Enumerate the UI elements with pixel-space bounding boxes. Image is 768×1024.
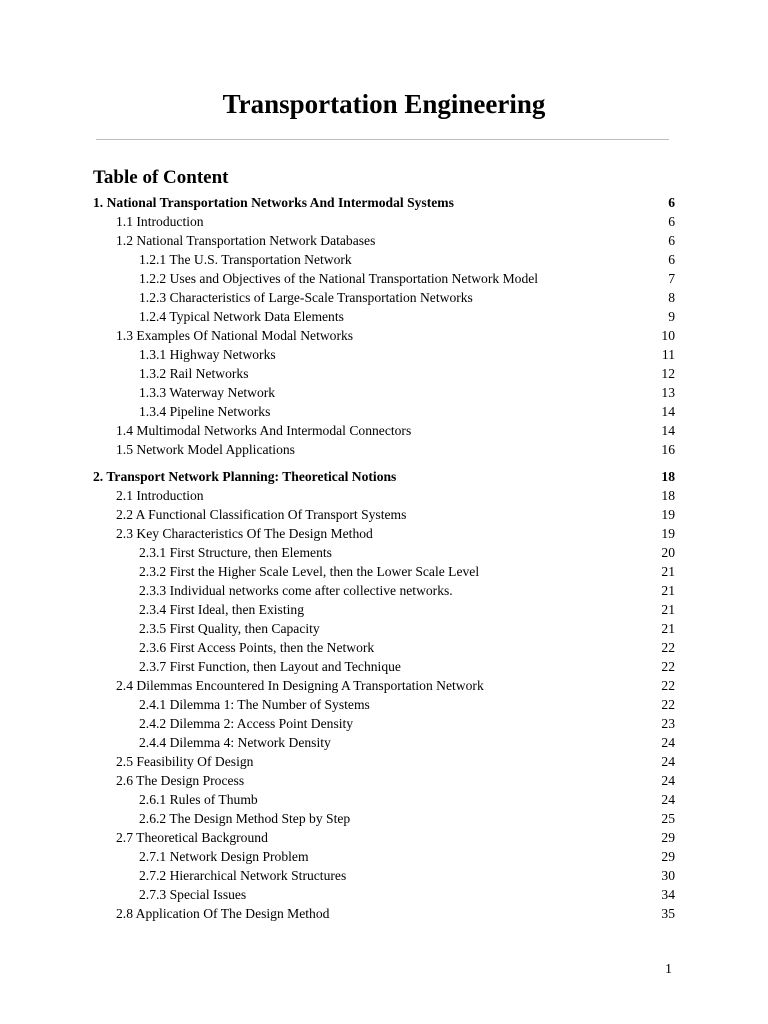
toc-entry-page: 29 <box>661 830 675 845</box>
toc-entry[interactable] <box>93 714 675 733</box>
toc-entry-label: 2. Transport Network Planning: Theoretical Notions <box>93 469 397 484</box>
toc-entry-label: 2.7.1 Network Design Problem <box>139 849 309 864</box>
toc-entry-page: 20 <box>661 545 675 560</box>
toc-entry-label: 2.7.3 Special Issues <box>139 887 247 902</box>
toc-entry[interactable] <box>93 421 675 440</box>
toc-entry[interactable] <box>93 619 675 638</box>
toc-entry-page: 12 <box>661 366 675 381</box>
toc-entry[interactable] <box>93 250 675 269</box>
toc-entry-label: 1.5 Network Model Applications <box>116 442 295 457</box>
toc-entry-page: 22 <box>661 640 675 655</box>
toc-entry-page: 22 <box>661 678 675 693</box>
toc-entry[interactable] <box>93 486 675 505</box>
toc-entry-label: 2.5 Feasibility Of Design <box>116 754 254 769</box>
toc-entry-page: 19 <box>661 526 675 541</box>
toc-entry-page: 9 <box>668 309 675 324</box>
toc-entry[interactable] <box>93 657 675 676</box>
toc-entry-label: 2.6.2 The Design Method Step by Step <box>139 811 351 826</box>
toc-entry[interactable] <box>93 467 675 486</box>
toc-entry-label: 2.4 Dilemmas Encountered In Designing A Transportation Network <box>116 678 484 693</box>
toc-entry-label: 1.2.3 Characteristics of Large-Scale Transportation Networks <box>139 290 473 305</box>
toc-entry-label: 2.3.6 First Access Points, then the Network <box>139 640 375 655</box>
toc-entry-label: 2.3.4 First Ideal, then Existing <box>139 602 304 617</box>
toc-entry-page: 16 <box>661 442 675 457</box>
table-of-contents <box>93 193 675 923</box>
toc-entry[interactable] <box>93 307 675 326</box>
toc-entry-label: 1.3 Examples Of National Modal Networks <box>116 328 354 343</box>
toc-entry-page: 24 <box>661 773 675 788</box>
toc-entry-page: 10 <box>661 328 675 343</box>
toc-entry[interactable] <box>93 402 675 421</box>
toc-entry-page: 19 <box>661 507 675 522</box>
toc-entry[interactable] <box>93 383 675 402</box>
toc-entry[interactable] <box>93 733 675 752</box>
toc-entry-page: 24 <box>661 754 675 769</box>
toc-entry-label: 2.4.2 Dilemma 2: Access Point Density <box>139 716 354 731</box>
toc-entry-label: 2.3.2 First the Higher Scale Level, then the Lower Scale Level <box>139 564 480 579</box>
toc-entry-label: 1.2.2 Uses and Objectives of the National Transportation Network Model <box>139 271 539 286</box>
toc-entry-page: 23 <box>661 716 675 731</box>
toc-entry-label: 2.3 Key Characteristics Of The Design Method <box>116 526 373 541</box>
toc-entry[interactable] <box>93 288 675 307</box>
toc-entry-label: 2.6 The Design Process <box>116 773 245 788</box>
toc-entry-page: 14 <box>661 404 675 419</box>
toc-entry-page: 25 <box>661 811 675 826</box>
toc-entry[interactable] <box>93 809 675 828</box>
toc-entry-label: 2.8 Application Of The Design Method <box>116 906 330 921</box>
toc-entry-label: 2.4.4 Dilemma 4: Network Density <box>139 735 331 750</box>
toc-entry-label: 2.3.3 Individual networks come after collective networks. <box>139 583 453 598</box>
toc-entry[interactable] <box>93 904 675 923</box>
toc-entry[interactable] <box>93 638 675 657</box>
toc-entry[interactable] <box>93 345 675 364</box>
toc-entry[interactable] <box>93 326 675 345</box>
document-title: Transportation Engineering <box>222 89 546 119</box>
toc-entry-label: 2.6.1 Rules of Thumb <box>139 792 258 807</box>
toc-entry[interactable] <box>93 866 675 885</box>
toc-entry-page: 6 <box>668 233 675 248</box>
toc-entry[interactable] <box>93 847 675 866</box>
toc-entry-label: 2.1 Introduction <box>116 488 204 503</box>
toc-entry[interactable] <box>93 364 675 383</box>
toc-entry-label: 2.3.1 First Structure, then Elements <box>139 545 332 560</box>
toc-entry-label: 1.2 National Transportation Network Databases <box>116 233 376 248</box>
toc-entry-label: 2.2 A Functional Classification Of Transport Systems <box>116 507 407 522</box>
toc-entry-page: 6 <box>668 252 675 267</box>
toc-entry-label: 2.3.7 First Function, then Layout and Technique <box>139 659 401 674</box>
toc-entry[interactable] <box>93 676 675 695</box>
toc-entry-label: 1.1 Introduction <box>116 214 204 229</box>
toc-entry-page: 22 <box>661 697 675 712</box>
toc-entry-page: 18 <box>661 469 675 484</box>
toc-entry[interactable] <box>93 543 675 562</box>
toc-entry[interactable] <box>93 440 675 459</box>
toc-entry-page: 35 <box>661 906 675 921</box>
toc-entry[interactable] <box>93 581 675 600</box>
toc-entry[interactable] <box>93 231 675 250</box>
toc-entry-label: 1.4 Multimodal Networks And Intermodal Connectors <box>116 423 412 438</box>
toc-heading: Table of Content <box>93 167 229 188</box>
toc-entry[interactable] <box>93 695 675 714</box>
toc-entry-page: 21 <box>661 583 675 598</box>
toc-entry-page: 13 <box>661 385 675 400</box>
toc-entry-page: 24 <box>661 735 675 750</box>
toc-entry-page: 18 <box>661 488 675 503</box>
toc-entry-page: 21 <box>661 621 675 636</box>
toc-entry-page: 6 <box>668 214 675 229</box>
toc-entry-page: 14 <box>661 423 675 438</box>
title-divider <box>96 139 669 140</box>
toc-entry-page: 22 <box>661 659 675 674</box>
toc-entry-label: 2.3.5 First Quality, then Capacity <box>139 621 320 636</box>
toc-entry[interactable] <box>93 505 675 524</box>
toc-entry-page: 8 <box>668 290 675 305</box>
toc-entry-page: 6 <box>668 195 675 210</box>
toc-entry[interactable] <box>93 269 675 288</box>
toc-entry[interactable] <box>93 790 675 809</box>
toc-entry-label: 1.3.1 Highway Networks <box>139 347 276 362</box>
toc-entry-page: 34 <box>661 887 675 902</box>
toc-entry[interactable] <box>93 562 675 581</box>
toc-entry[interactable] <box>93 212 675 231</box>
toc-entry-page: 29 <box>661 849 675 864</box>
toc-entry[interactable] <box>93 885 675 904</box>
toc-entry-label: 1.3.4 Pipeline Networks <box>139 404 271 419</box>
toc-entry-page: 21 <box>661 564 675 579</box>
toc-entry[interactable] <box>93 752 675 771</box>
toc-entry[interactable] <box>93 600 675 619</box>
toc-entry-page: 11 <box>661 347 675 362</box>
toc-entry-page: 24 <box>661 792 675 807</box>
toc-entry[interactable] <box>93 771 675 790</box>
toc-entry-label: 1.3.2 Rail Networks <box>139 366 249 381</box>
toc-entry[interactable] <box>93 828 675 847</box>
toc-entry-label: 1.3.3 Waterway Network <box>139 385 276 400</box>
toc-entry[interactable] <box>93 524 675 543</box>
toc-entry-label: 1.2.4 Typical Network Data Elements <box>139 309 344 324</box>
toc-entry-label: 1. National Transportation Networks And Intermodal Systems <box>93 195 454 210</box>
toc-entry-label: 1.2.1 The U.S. Transportation Network <box>139 252 352 267</box>
toc-entry-label: 2.7.2 Hierarchical Network Structures <box>139 868 347 883</box>
toc-entry[interactable] <box>93 193 675 212</box>
toc-entry-page: 7 <box>668 271 675 286</box>
page-number: 1 <box>665 962 672 977</box>
toc-entry-page: 21 <box>661 602 675 617</box>
toc-entry-label: 2.7 Theoretical Background <box>116 830 268 845</box>
toc-entry-page: 30 <box>661 868 675 883</box>
toc-entry-label: 2.4.1 Dilemma 1: The Number of Systems <box>139 697 370 712</box>
